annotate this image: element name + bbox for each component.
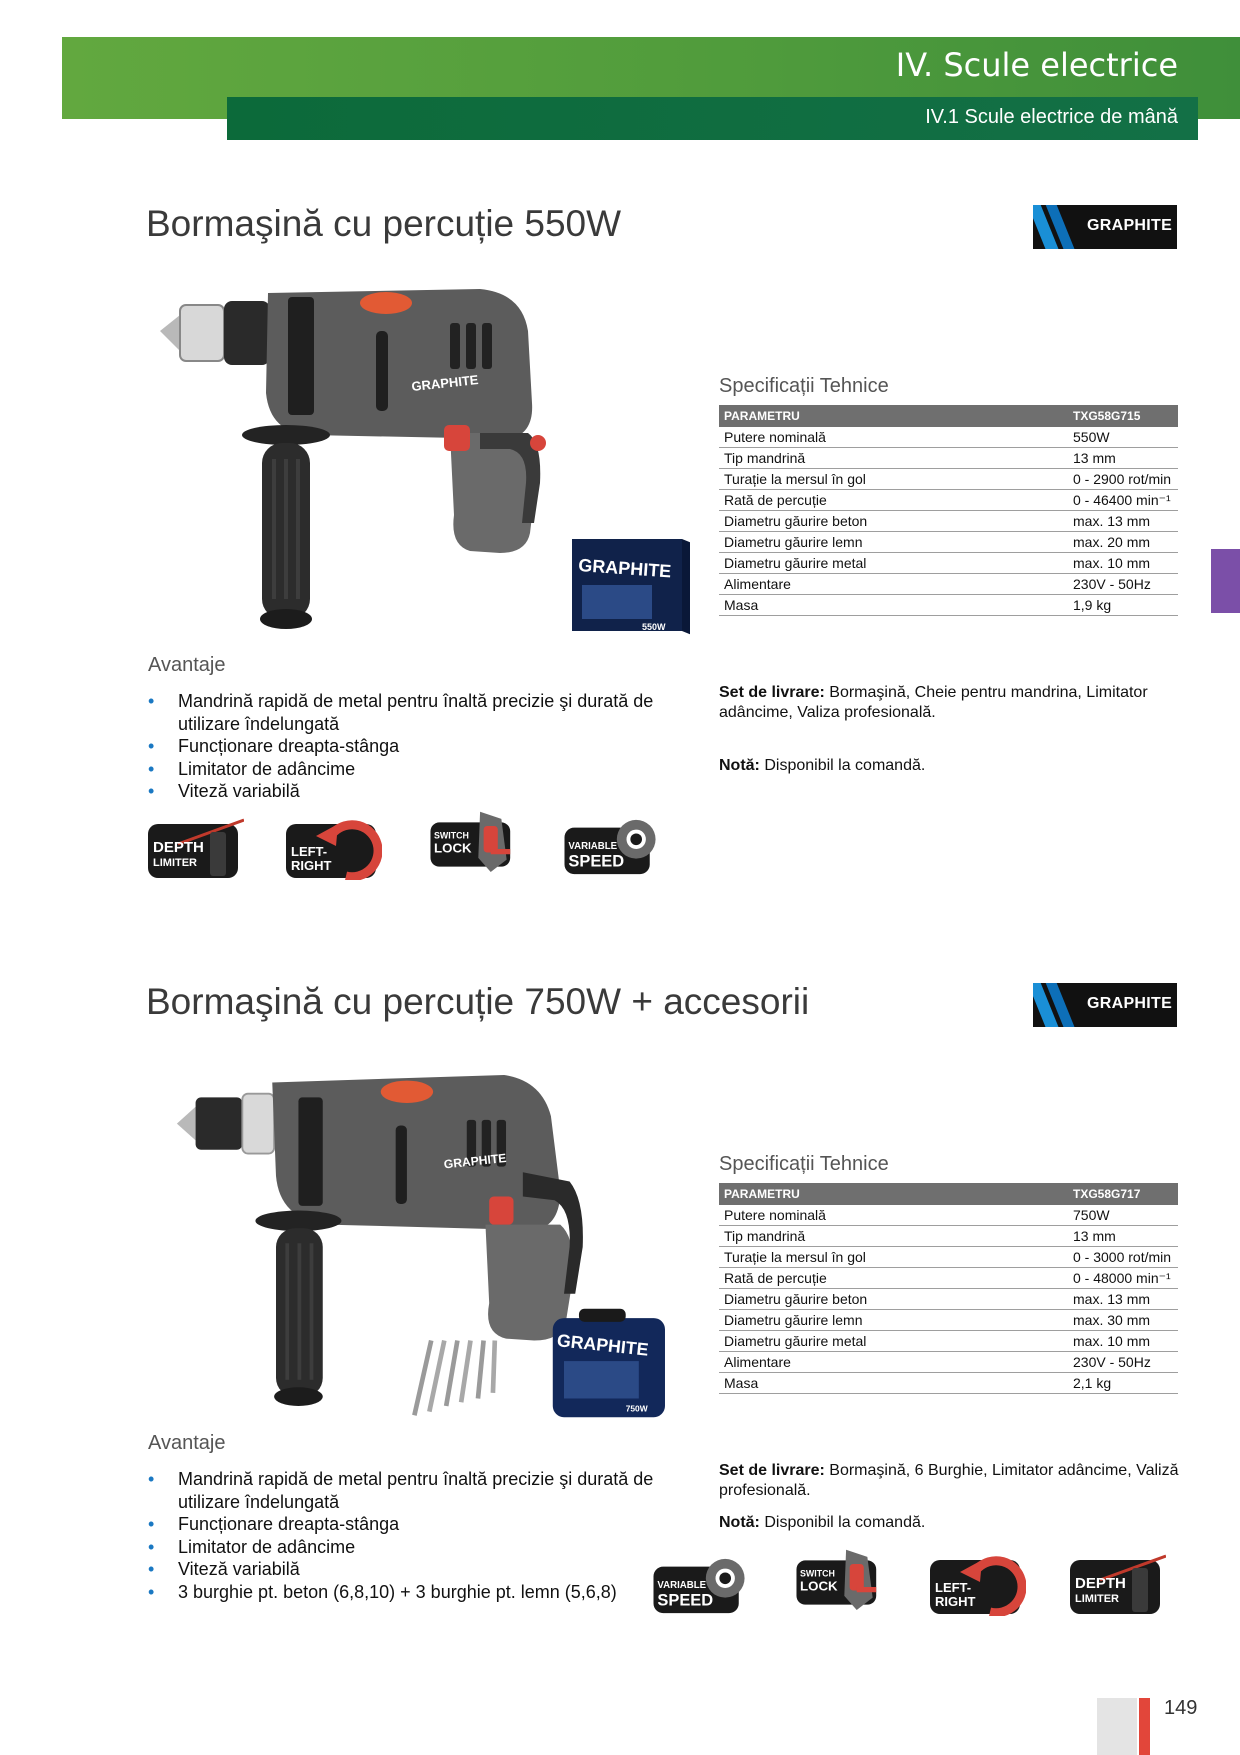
- list-item: • Funcționare dreapta-stânga: [148, 735, 688, 758]
- svg-text:SWITCH: SWITCH: [434, 830, 469, 841]
- delivery-label: Set de livrare:: [719, 684, 825, 701]
- svg-text:SPEED: SPEED: [657, 1591, 714, 1610]
- spec-row: [719, 553, 1178, 574]
- footer-grey-block: [1097, 1698, 1137, 1755]
- svg-text:LEFT-: LEFT-: [291, 844, 328, 859]
- svg-text:RIGHT: RIGHT: [291, 858, 332, 873]
- list-item: • Limitator de adâncime: [148, 758, 688, 781]
- spec-value: 0 - 48000 min⁻¹: [1068, 1268, 1178, 1289]
- spec-header-model: TXG58G717: [1068, 1183, 1178, 1205]
- list-item: • 3 burghie pt. beton (6,8,10) + 3 burghie pt. lemn (5,6,8): [148, 1581, 688, 1604]
- spec-param: Tip mandrină: [719, 1226, 1068, 1247]
- spec-param: Diametru găurire beton: [719, 1289, 1068, 1310]
- delivery-text: Bormaşină, 6 Burghie, Limitator adâncime, Valiză profesională.: [719, 1462, 1179, 1499]
- spec-row: [719, 595, 1178, 616]
- spec-row: [719, 448, 1178, 469]
- graphite-logo: GRAPHITE: [1033, 205, 1177, 249]
- note-label: Notă:: [719, 757, 760, 774]
- spec-row: [719, 1373, 1178, 1394]
- graphite-logo: GRAPHITE: [1033, 983, 1177, 1027]
- svg-text:VARIABLE: VARIABLE: [657, 1579, 707, 1591]
- product-title: Bormaşină cu percuție 750W + accesorii: [146, 981, 810, 1022]
- spec-value: 550W: [1068, 427, 1178, 448]
- spec-value: max. 10 mm: [1068, 1331, 1178, 1352]
- svg-text:SPEED: SPEED: [568, 852, 625, 871]
- spec-header-model: TXG58G715: [1068, 405, 1178, 427]
- svg-text:SWITCH: SWITCH: [800, 1568, 835, 1579]
- delivery-label: Set de livrare:: [719, 1462, 825, 1479]
- spec-header-param: PARAMETRU: [719, 405, 1068, 427]
- list-item: • Limitator de adâncime: [148, 1536, 688, 1559]
- advantages-heading: Avantaje: [148, 1432, 226, 1454]
- spec-table: [719, 405, 1178, 616]
- spec-row: [719, 1352, 1178, 1373]
- svg-text:DEPTH: DEPTH: [153, 839, 204, 856]
- svg-text:LOCK: LOCK: [434, 840, 472, 856]
- spec-row: [719, 1226, 1178, 1247]
- spec-row: [719, 490, 1178, 511]
- spec-value: max. 13 mm: [1068, 511, 1178, 532]
- spec-row: [719, 427, 1178, 448]
- note-label: Notă:: [719, 1514, 760, 1531]
- spec-row: [719, 469, 1178, 490]
- spec-value: 750W: [1068, 1205, 1178, 1226]
- spec-value: 0 - 46400 min⁻¹: [1068, 490, 1178, 511]
- page-number: 149: [1164, 1697, 1198, 1719]
- spec-table-header: [719, 405, 1178, 427]
- spec-heading: Specificații Tehnice: [719, 375, 889, 397]
- svg-text:GRAPHITE: GRAPHITE: [410, 372, 480, 394]
- delivery-text: Bormaşină, Cheie pentru mandrina, Limitator adâncime, Valiza profesională.: [719, 684, 1148, 721]
- spec-row: [719, 1310, 1178, 1331]
- spec-value: 1,9 kg: [1068, 595, 1178, 616]
- delivery-set: [719, 1461, 1189, 1501]
- spec-param: Rată de percuție: [719, 1268, 1068, 1289]
- spec-param: Diametru găurire lemn: [719, 1310, 1068, 1331]
- list-item: • Funcționare dreapta-stânga: [148, 1513, 688, 1536]
- advantages-list: [148, 1468, 688, 1603]
- spec-value: 2,1 kg: [1068, 1373, 1178, 1394]
- spec-table: [719, 1183, 1178, 1394]
- list-item: • Mandrină rapidă de metal pentru înaltă precizie şi durată de utilizare îndelungată: [148, 690, 688, 735]
- spec-row: [719, 1247, 1178, 1268]
- svg-text:RIGHT: RIGHT: [935, 1594, 976, 1609]
- depth-limiter-icon: [148, 818, 244, 880]
- drill-product-image: [150, 283, 690, 643]
- spec-param: Diametru găurire beton: [719, 511, 1068, 532]
- availability-note: [719, 1514, 925, 1532]
- spec-param: Alimentare: [719, 574, 1068, 595]
- spec-param: Rată de percuție: [719, 490, 1068, 511]
- spec-value: 0 - 3000 rot/min: [1068, 1247, 1178, 1268]
- svg-text:LIMITER: LIMITER: [1075, 1593, 1119, 1605]
- svg-text:GRAPHITE: GRAPHITE: [577, 555, 672, 582]
- svg-text:DEPTH: DEPTH: [1075, 1575, 1126, 1592]
- spec-row: [719, 1331, 1178, 1352]
- spec-row: [719, 532, 1178, 553]
- availability-note: [719, 757, 925, 775]
- spec-param: Turație la mersul în gol: [719, 469, 1068, 490]
- variable-speed-icon: [563, 816, 659, 878]
- spec-header-param: PARAMETRU: [719, 1183, 1068, 1205]
- list-item: • Viteză variabilă: [148, 780, 688, 803]
- advantages-list: [148, 690, 688, 803]
- section-title: IV. Scule electrice: [895, 46, 1178, 84]
- spec-value: 13 mm: [1068, 1226, 1178, 1247]
- spec-param: Tip mandrină: [719, 448, 1068, 469]
- spec-value: 13 mm: [1068, 448, 1178, 469]
- spec-param: Masa: [719, 595, 1068, 616]
- spec-value: 230V - 50Hz: [1068, 574, 1178, 595]
- switch-lock-icon: [791, 1548, 887, 1610]
- spec-row: [719, 574, 1178, 595]
- svg-text:GRAPHITE: GRAPHITE: [443, 1150, 508, 1172]
- svg-text:550W: 550W: [642, 622, 666, 632]
- note-text: Disponibil la comandă.: [764, 1514, 926, 1531]
- spec-param: Masa: [719, 1373, 1068, 1394]
- advantages-heading: Avantaje: [148, 654, 226, 676]
- depth-limiter-icon: [1070, 1554, 1166, 1616]
- variable-speed-icon: [652, 1555, 748, 1617]
- footer-red-stripe: [1139, 1698, 1150, 1755]
- spec-value: max. 20 mm: [1068, 532, 1178, 553]
- left-right-icon: [286, 818, 382, 880]
- spec-param: Turație la mersul în gol: [719, 1247, 1068, 1268]
- svg-text:LIMITER: LIMITER: [153, 857, 197, 869]
- spec-row: [719, 1289, 1178, 1310]
- spec-table-header: [719, 1183, 1178, 1205]
- spec-row: [719, 1268, 1178, 1289]
- spec-param: Diametru găurire lemn: [719, 532, 1068, 553]
- product-title: Bormaşină cu percuție 550W: [146, 203, 622, 244]
- note-text: Disponibil la comandă.: [764, 757, 926, 774]
- spec-row: [719, 511, 1178, 532]
- chapter-side-tab: [1211, 549, 1240, 613]
- spec-value: 0 - 2900 rot/min: [1068, 469, 1178, 490]
- spec-param: Putere nominală: [719, 1205, 1068, 1226]
- list-item: • Viteză variabilă: [148, 1558, 688, 1581]
- spec-param: Putere nominală: [719, 427, 1068, 448]
- spec-value: max. 13 mm: [1068, 1289, 1178, 1310]
- svg-text:GRAPHITE: GRAPHITE: [556, 1330, 650, 1360]
- spec-row: [719, 1205, 1178, 1226]
- subsection-title: IV.1 Scule electrice de mână: [925, 106, 1178, 128]
- left-right-icon: [930, 1554, 1026, 1616]
- spec-value: max. 10 mm: [1068, 553, 1178, 574]
- svg-text:VARIABLE: VARIABLE: [568, 840, 618, 852]
- delivery-set: [719, 683, 1189, 723]
- drill-product-image: [150, 1060, 690, 1420]
- switch-lock-icon: [425, 810, 521, 872]
- spec-value: max. 30 mm: [1068, 1310, 1178, 1331]
- spec-heading: Specificații Tehnice: [719, 1153, 889, 1175]
- spec-param: Diametru găurire metal: [719, 1331, 1068, 1352]
- svg-text:750W: 750W: [625, 1403, 648, 1414]
- spec-param: Diametru găurire metal: [719, 553, 1068, 574]
- svg-text:LEFT-: LEFT-: [935, 1580, 972, 1595]
- list-item: • Mandrină rapidă de metal pentru înaltă precizie şi durată de utilizare îndelungată: [148, 1468, 688, 1513]
- svg-text:LOCK: LOCK: [800, 1578, 838, 1594]
- spec-param: Alimentare: [719, 1352, 1068, 1373]
- spec-value: 230V - 50Hz: [1068, 1352, 1178, 1373]
